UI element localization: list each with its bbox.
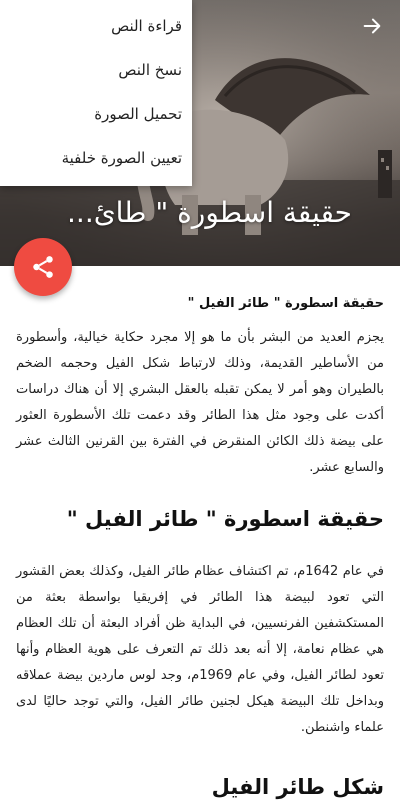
- overflow-menu: [0, 0, 192, 186]
- article-subtitle: حقيقة اسطورة " طائر الفيل ": [187, 296, 384, 311]
- hero-title: حقيقة اسطورة " طائ...: [67, 196, 352, 229]
- section-heading: شكل طائر الفيل: [211, 775, 384, 799]
- arrow-forward-icon: [361, 15, 383, 37]
- menu-item-read-text[interactable]: قراءة النص: [111, 17, 182, 35]
- menu-item-download-image[interactable]: تحميل الصورة: [94, 105, 182, 123]
- article-content: [0, 266, 400, 800]
- section-heading: حقيقة اسطورة " طائر الفيل ": [66, 507, 384, 531]
- share-button[interactable]: [14, 238, 72, 296]
- article-paragraph: يجزم العديد من البشر بأن ما هو إلا مجرد حكاية خيالية، وأسطورة من الأساطير القديمة، وذلك لارتباط شكل الفيل وحجمه الضخم بالطيران وهو أمر لا يمكن تقبله بالعقل البشري إلا أن هناك دراسات أكدت على وجود مثل هذا الطائر وقد دعمت تلك الأسطورة العثور على بيضة ذلك الكائن المنقرض في الفترة بين القرنين الثالث عشر والسابع عشر.: [16, 330, 384, 475]
- back-button[interactable]: [358, 12, 386, 40]
- menu-item-copy-text[interactable]: نسخ النص: [118, 61, 182, 79]
- share-icon: [30, 254, 56, 280]
- menu-item-set-wallpaper[interactable]: تعيين الصورة خلفية: [61, 149, 182, 167]
- article-paragraph: في عام 1642م، تم اكتشاف عظام طائر الفيل، وكذلك بعض القشور التي تعود لبيضة هذا الطائر في إفريقيا بواسطة بعثة من المستكشفين الفرنسيين، في البداية ظن أفراد البعثة أن تلك العظام هي عظام نعامة، إلا أنه بعد ذلك تم التعرف على هوية العظام وأنها تعود لطائر الفيل، وفي عام 1969م، وجد لوس ماردين بيضة عملاقه وبداخل تلك البيضة هيكل لجنين طائر الفيل، والتي توجد حاليًا لدى علماء واشنطن.: [16, 564, 385, 735]
